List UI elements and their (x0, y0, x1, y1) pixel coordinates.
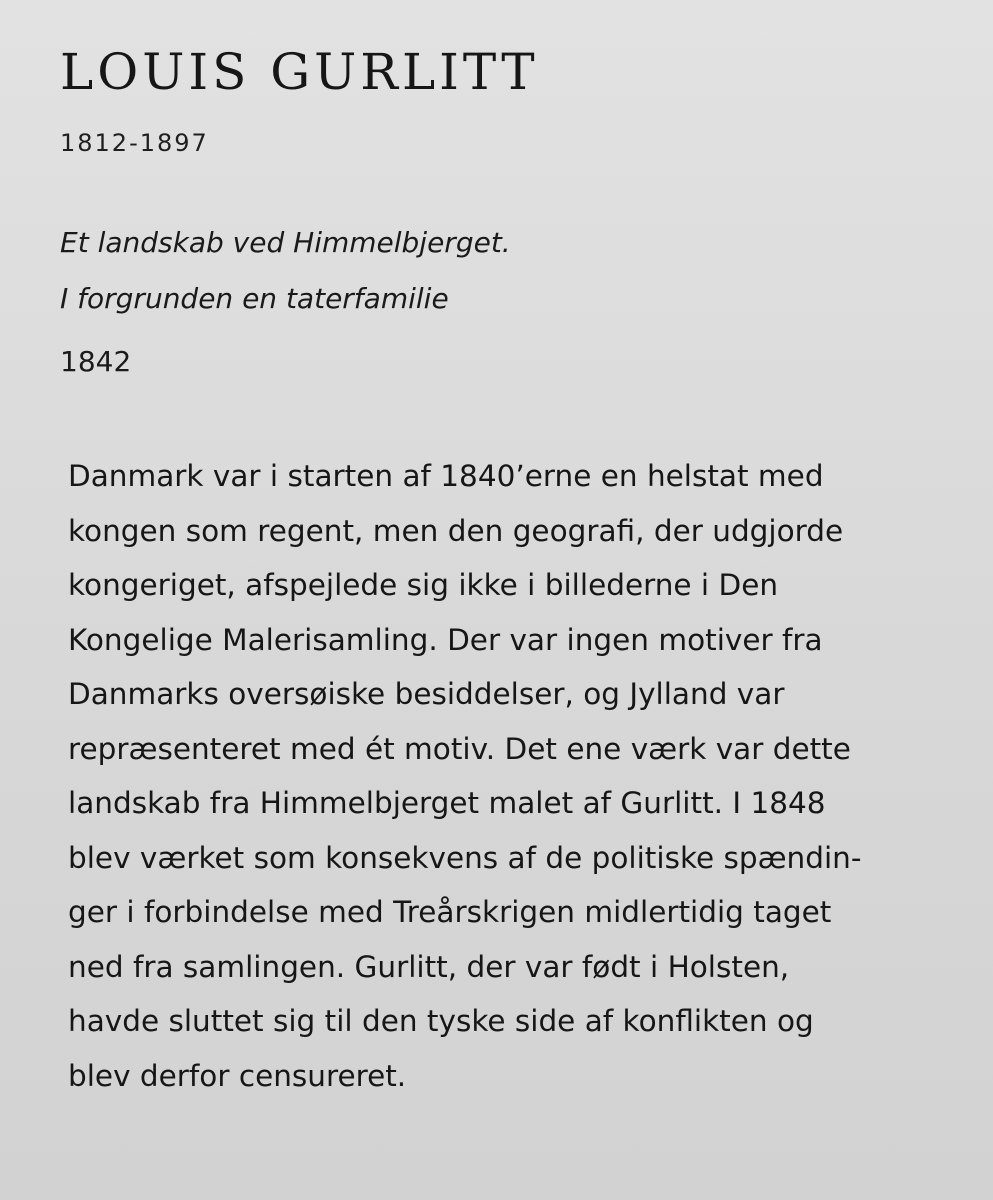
description-line: Danmark var i starten af 1840’erne en helstat med (68, 459, 824, 493)
artwork-title-line: I forgrunden en taterfamilie (60, 282, 449, 315)
description-line: landskab fra Himmelbjerget malet af Gurlitt. I 1848 (68, 786, 826, 820)
artist-dates: 1812-1897 (60, 129, 209, 157)
description-line: repræsenteret med ét motiv. Det ene værk var dette (68, 731, 851, 766)
artwork-title (60, 215, 511, 327)
description-line: ned fra samlingen. Gurlitt, der var født i Holsten, (68, 949, 790, 984)
description-line: Kongelige Malerisamling. Der var ingen motiver fra (68, 622, 823, 657)
description-paragraph (68, 449, 968, 1103)
description-line: blev derfor censureret. (68, 1058, 407, 1093)
description-line: ger i forbindelse med Treårskrigen midlertidig taget (68, 895, 832, 929)
description-line: blev værket som konsekvens af de politiske spændin- (68, 840, 862, 875)
description-line: kongeriget, afspejlede sig ikke i billederne i Den (68, 568, 779, 602)
description-line: havde sluttet sig til den tyske side af konflikten og (68, 1004, 814, 1038)
artwork-year: 1842 (60, 345, 132, 378)
description-line: Danmarks oversøiske besiddelser, og Jylland var (68, 677, 785, 711)
artwork-title-line: Et landskab ved Himmelbjerget. (60, 226, 511, 259)
artist-name: LOUIS GURLITT (60, 43, 539, 101)
description-line: kongen som regent, men den geografi, der udgjorde (68, 513, 844, 548)
